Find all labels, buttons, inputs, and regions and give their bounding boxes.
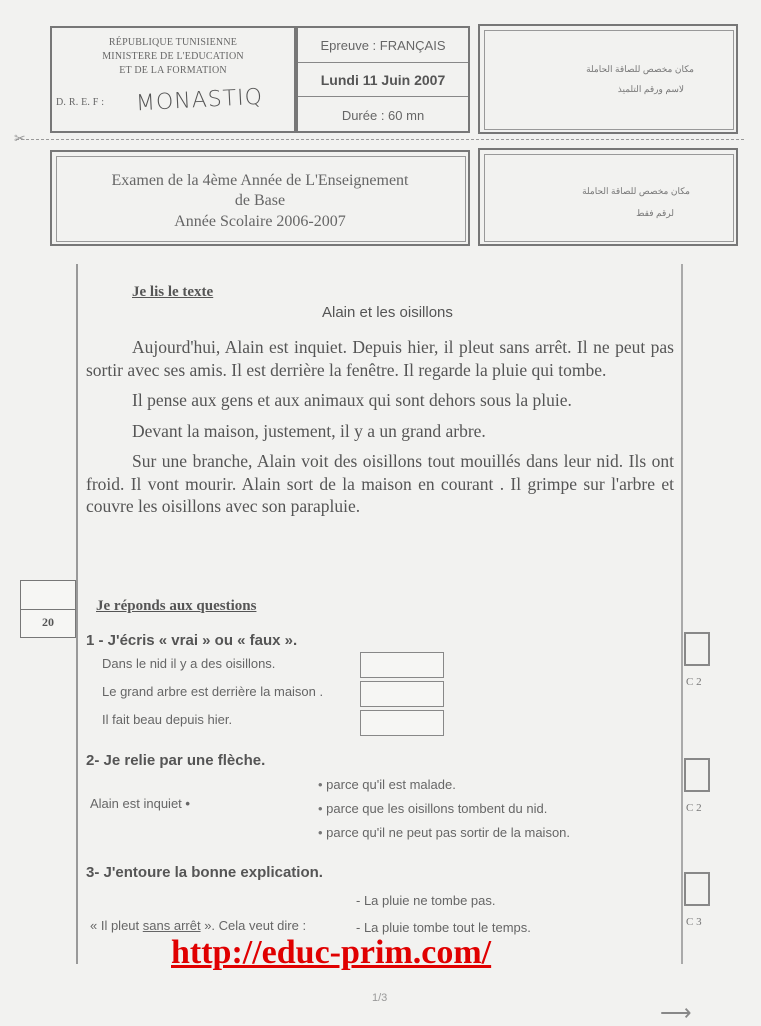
questions-section-title: Je réponds aux questions xyxy=(96,598,257,614)
q3-criterion: C 3 xyxy=(686,916,702,928)
epreuve-label: Epreuve : FRANÇAIS xyxy=(320,38,446,53)
story-paragraph: Aujourd'hui, Alain est inquiet. Depuis hier, il pleut sans arrêt. Il ne peut pas sortir avec ses amis. Il est derrière la fenêtre. Il regarde la pluie qui tombe. xyxy=(86,337,674,380)
label-placeholder-top xyxy=(478,24,738,134)
arabic-top-line2: لاسم ورقم التلميذ xyxy=(617,84,684,94)
q3-title: 3- J'entoure la bonne explication. xyxy=(86,864,323,881)
cut-line xyxy=(16,139,744,140)
story-title: Alain et les oisillons xyxy=(322,304,453,321)
q1-statement: Il fait beau depuis hier. xyxy=(102,712,233,727)
q1-score-box[interactable] xyxy=(684,632,710,666)
label-placeholder-bottom xyxy=(478,148,738,246)
q3-option[interactable]: - La pluie tombe tout le temps. xyxy=(356,920,531,935)
republic-label: RÉPUBLIQUE TUNISIENNE xyxy=(108,37,238,48)
q3-prompt-before: « Il pleut xyxy=(90,918,143,933)
exam-title-line2: de Base xyxy=(234,192,286,209)
page-number: 1/3 xyxy=(372,992,388,1004)
q1-statement: Dans le nid il y a des oisillons. xyxy=(102,656,276,671)
story-text xyxy=(86,336,674,518)
story-paragraph: Devant la maison, justement, il y a un grand arbre. xyxy=(132,420,486,441)
q2-option-text: parce qu'il ne peut pas sortir de la maison. xyxy=(326,825,571,840)
score-box xyxy=(20,580,76,638)
ministry-line2: ET DE LA FORMATION xyxy=(119,65,227,76)
q2-left-item[interactable]: Alain est inquiet • xyxy=(90,796,190,811)
q1-answer-input[interactable] xyxy=(360,681,444,707)
q3-prompt-underlined: sans arrêt xyxy=(142,918,201,933)
header-epreuve-box xyxy=(296,26,470,133)
q2-score-box[interactable] xyxy=(684,758,710,792)
q2-title: 2- Je relie par une flèche. xyxy=(86,752,266,769)
exam-title-line1: Examen de la 4ème Année de L'Enseignement xyxy=(111,172,409,189)
arabic-top-line1: مكان مخصص للصاقة الحاملة xyxy=(586,64,694,74)
left-margin-line xyxy=(76,264,78,964)
q1-statement: Le grand arbre est derrière la maison . xyxy=(102,684,324,699)
arabic-mid-line2: لرقم فقط xyxy=(636,208,674,218)
q3-score-box[interactable] xyxy=(684,872,710,906)
q2-option[interactable] xyxy=(318,801,547,816)
exam-date: Lundi 11 Juin 2007 xyxy=(320,72,446,88)
q3-prompt-after: ». Cela veut dire : xyxy=(200,918,307,933)
right-margin-line xyxy=(681,264,683,964)
arabic-mid-line1: مكان مخصص للصاقة الحاملة xyxy=(582,186,690,196)
q2-option-text: parce que les oisillons tombent du nid. xyxy=(326,801,548,816)
dref-label: D. R. E. F : xyxy=(56,97,105,108)
ministry-line1: MINISTERE DE L'EDUCATION xyxy=(102,51,244,62)
q2-option[interactable] xyxy=(318,825,570,840)
q1-criterion: C 2 xyxy=(686,676,702,688)
dref-handwritten: MONASTIQ xyxy=(135,84,264,117)
exam-title-box xyxy=(50,150,470,246)
q1-answer-input[interactable] xyxy=(360,652,444,678)
header-ministry-box xyxy=(50,26,296,133)
q1-title: 1 - J'écris « vrai » ou « faux ». xyxy=(86,632,298,649)
story-paragraph: Sur une branche, Alain voit des oisillons tout mouillés dans leur nid. Ils ont froid. Il vont mourir. Alain sort de la maison en courant . Il grimpe sur l'arbre et couvre les oisillons avec son parapluie. xyxy=(86,451,674,516)
educ-prim-link[interactable]: http://educ-prim.com/ xyxy=(171,934,492,971)
story-paragraph: Il pense aux gens et aux animaux qui sont dehors sous la pluie. xyxy=(132,390,572,410)
q2-option-text: parce qu'il est malade. xyxy=(326,777,456,792)
score-total: 20 xyxy=(42,615,54,629)
q3-prompt xyxy=(90,918,306,933)
next-page-arrow-icon: ⟶ xyxy=(660,1000,692,1025)
q2-option[interactable] xyxy=(318,777,456,792)
scissors-icon: ✂ xyxy=(14,130,26,146)
q2-left-text: Alain est inquiet xyxy=(90,796,182,811)
q1-answer-input[interactable] xyxy=(360,710,444,736)
reading-section-title: Je lis le texte xyxy=(132,284,214,300)
q3-option[interactable]: - La pluie ne tombe pas. xyxy=(356,893,496,908)
exam-title-line3: Année Scolaire 2006-2007 xyxy=(174,213,346,230)
exam-duration: Durée : 60 mn xyxy=(341,108,425,123)
q2-criterion: C 2 xyxy=(686,802,702,814)
